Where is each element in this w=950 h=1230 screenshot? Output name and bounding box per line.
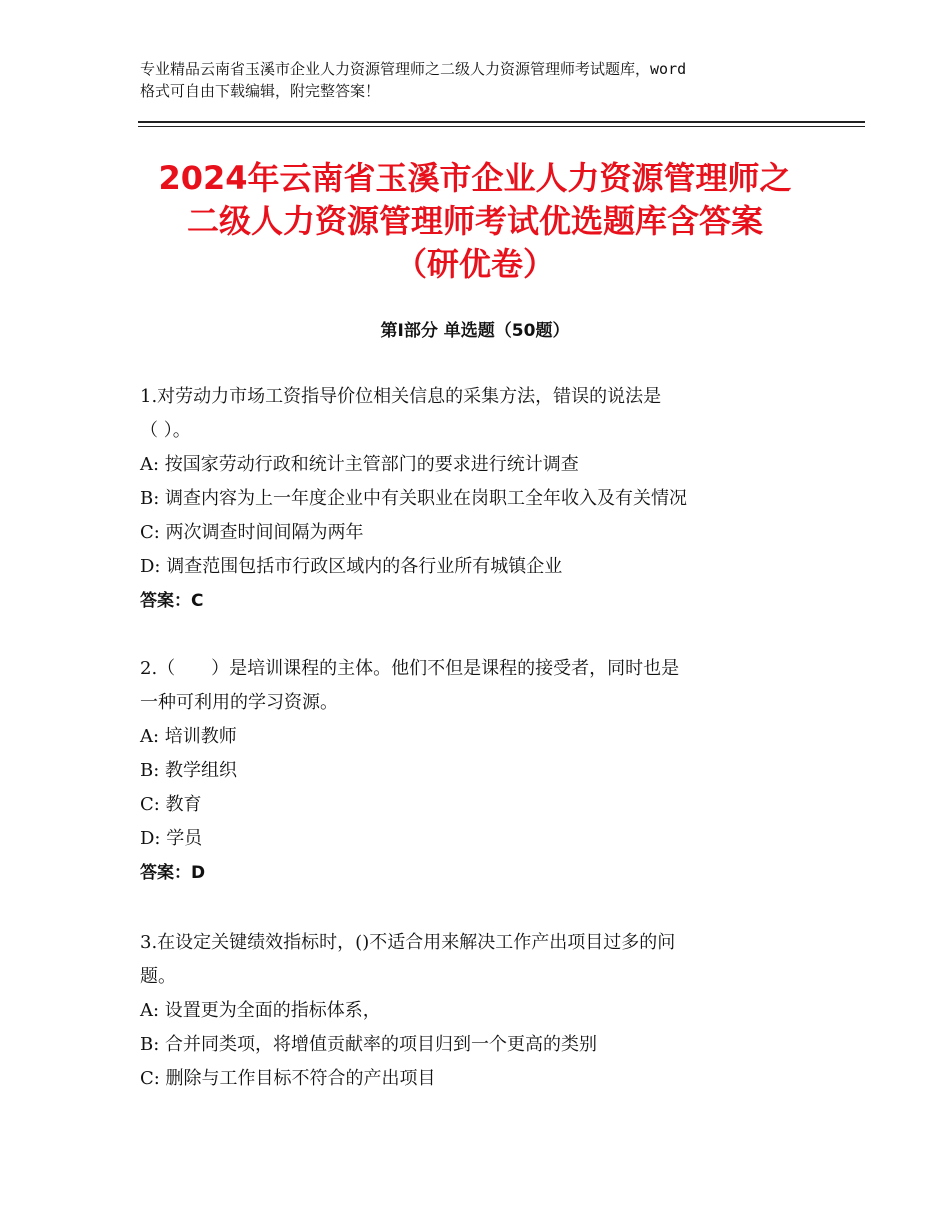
- option-b: B: 合并同类项，将增值贡献率的项目归到一个更高的类别: [140, 1034, 598, 1055]
- answer: 答案：C: [140, 591, 204, 611]
- question-stem-line: 2.（ ）是培训课程的主体。他们不但是课程的接受者，同时也是: [140, 658, 680, 679]
- option-b: B: 调查内容为上一年度企业中有关职业在岗职工全年收入及有关情况: [140, 488, 688, 509]
- header-note: [140, 58, 830, 102]
- title-line-1: 2024年云南省玉溪市企业人力资源管理师之: [158, 159, 792, 197]
- option-d: D: 调查范围包括市行政区域内的各行业所有城镇企业: [140, 556, 563, 577]
- question-3: [140, 926, 820, 1096]
- header-divider-thick: [138, 121, 865, 123]
- header-divider-thin: [138, 126, 865, 127]
- option-d: D: 学员: [140, 828, 203, 849]
- document-title: [120, 157, 830, 286]
- header-note-line-2: 格式可自由下载编辑，附完整答案！: [140, 82, 381, 100]
- question-2: [140, 652, 820, 890]
- question-stem-line: 1.对劳动力市场工资指导价位相关信息的采集方法，错误的说法是: [140, 386, 662, 407]
- question-stem-line: 一种可利用的学习资源。: [140, 692, 338, 713]
- option-c: C: 删除与工作目标不符合的产出项目: [140, 1068, 436, 1089]
- option-c: C: 教育: [140, 794, 202, 815]
- option-a: A: 培训教师: [140, 726, 237, 747]
- question-1: [140, 380, 820, 618]
- question-stem-line: 题。: [140, 966, 176, 987]
- question-stem-line: 3.在设定关键绩效指标时，()不适合用来解决工作产出项目过多的问: [140, 932, 676, 953]
- question-stem-line: （ ）。: [140, 420, 191, 441]
- title-line-2: 二级人力资源管理师考试优选题库含答案: [186, 202, 763, 240]
- option-c: C: 两次调查时间间隔为两年: [140, 522, 364, 543]
- title-line-3: （研优卷）: [394, 245, 555, 283]
- section-heading: 第Ⅰ部分 单选题（50题）: [380, 321, 570, 341]
- option-b: B: 教学组织: [140, 760, 238, 781]
- option-a: A: 设置更为全面的指标体系，: [140, 1000, 381, 1021]
- answer: 答案：D: [140, 863, 206, 883]
- option-a: A: 按国家劳动行政和统计主管部门的要求进行统计调查: [140, 454, 579, 475]
- header-note-line-1: 专业精品云南省玉溪市企业人力资源管理师之二级人力资源管理师考试题库，word: [140, 60, 687, 78]
